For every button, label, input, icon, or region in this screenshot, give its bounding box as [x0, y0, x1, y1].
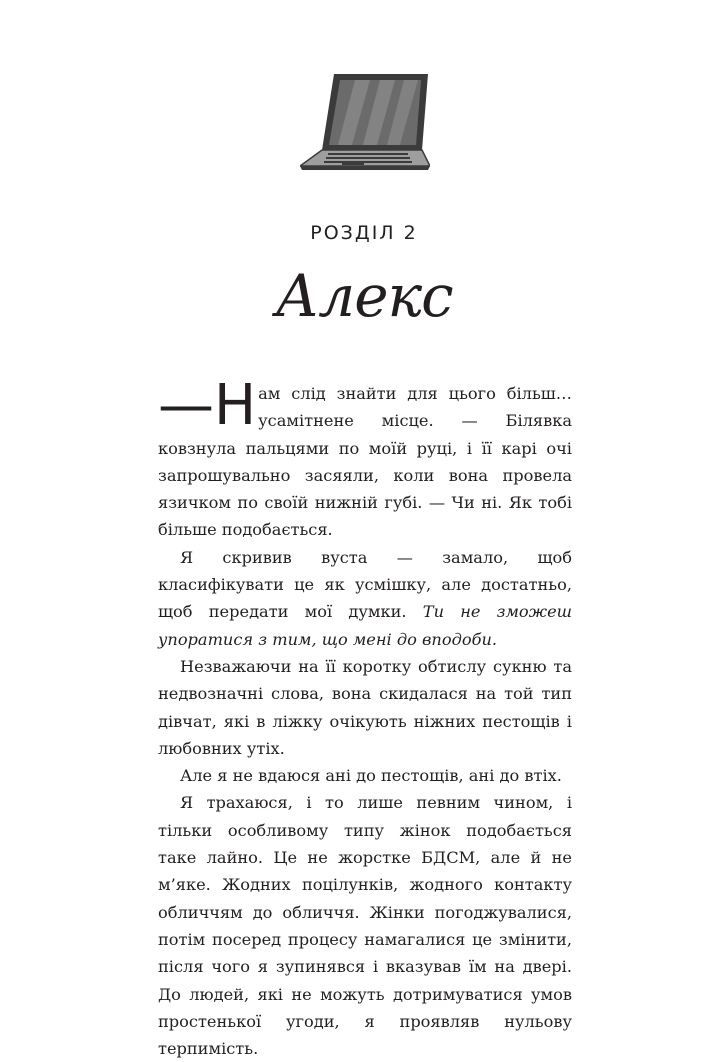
paragraph-2	[158, 544, 572, 653]
paragraph-1	[158, 373, 572, 544]
paragraph-3: Незважаючи на її коротку обтислу сукню та недвозначні слова, вона скидалася на той тип дівчат, які в ліжку очікують ніжних пестощів і любовних утіх.	[158, 656, 572, 758]
paragraph-2-italic: Ти не зможеш упоратися з тим, що мені до вподоби.	[158, 602, 572, 649]
chapter-label: РОЗДІЛ 2	[310, 222, 418, 244]
paragraph-5: Я трахаюся, і то лише певним чином, і тільки особливому типу жінок подобається таке лайно. Це не жорстке БДСМ, але й не м’яке. Жодних поцілунків, жодного контакту обличчям до обличчя. Жінки погоджувалися, потім посеред процесу намагалися це змінити, після чого я зупинявся і вказував їм на двері. До людей, які не можуть дотримуватися умов простенької угоди, я проявляв нульову терпимість.	[158, 793, 572, 1059]
chapter-title: Алекс	[275, 262, 453, 330]
dropcap: —Н	[158, 373, 257, 438]
laptop-icon	[300, 70, 430, 170]
paragraph-2-text: Я скривив вуста — замало, щоб класифікувати це як усмішку, але достатньо, щоб передати мої думки.	[158, 547, 572, 622]
body-text	[158, 373, 572, 1062]
paragraph-4: Але я не вдаюся ані до пестощів, ані до втіх.	[180, 766, 562, 786]
paragraph-1-text: ам слід знайти для цього більш… усамітнене місце. — Білявка ковзнула пальцями по моїй руці, і її карі очі запрошувально засяяли, коли вона провела язичком по своїй нижній губі. — Чи ні. Як тобі більше подобається.	[158, 384, 572, 540]
